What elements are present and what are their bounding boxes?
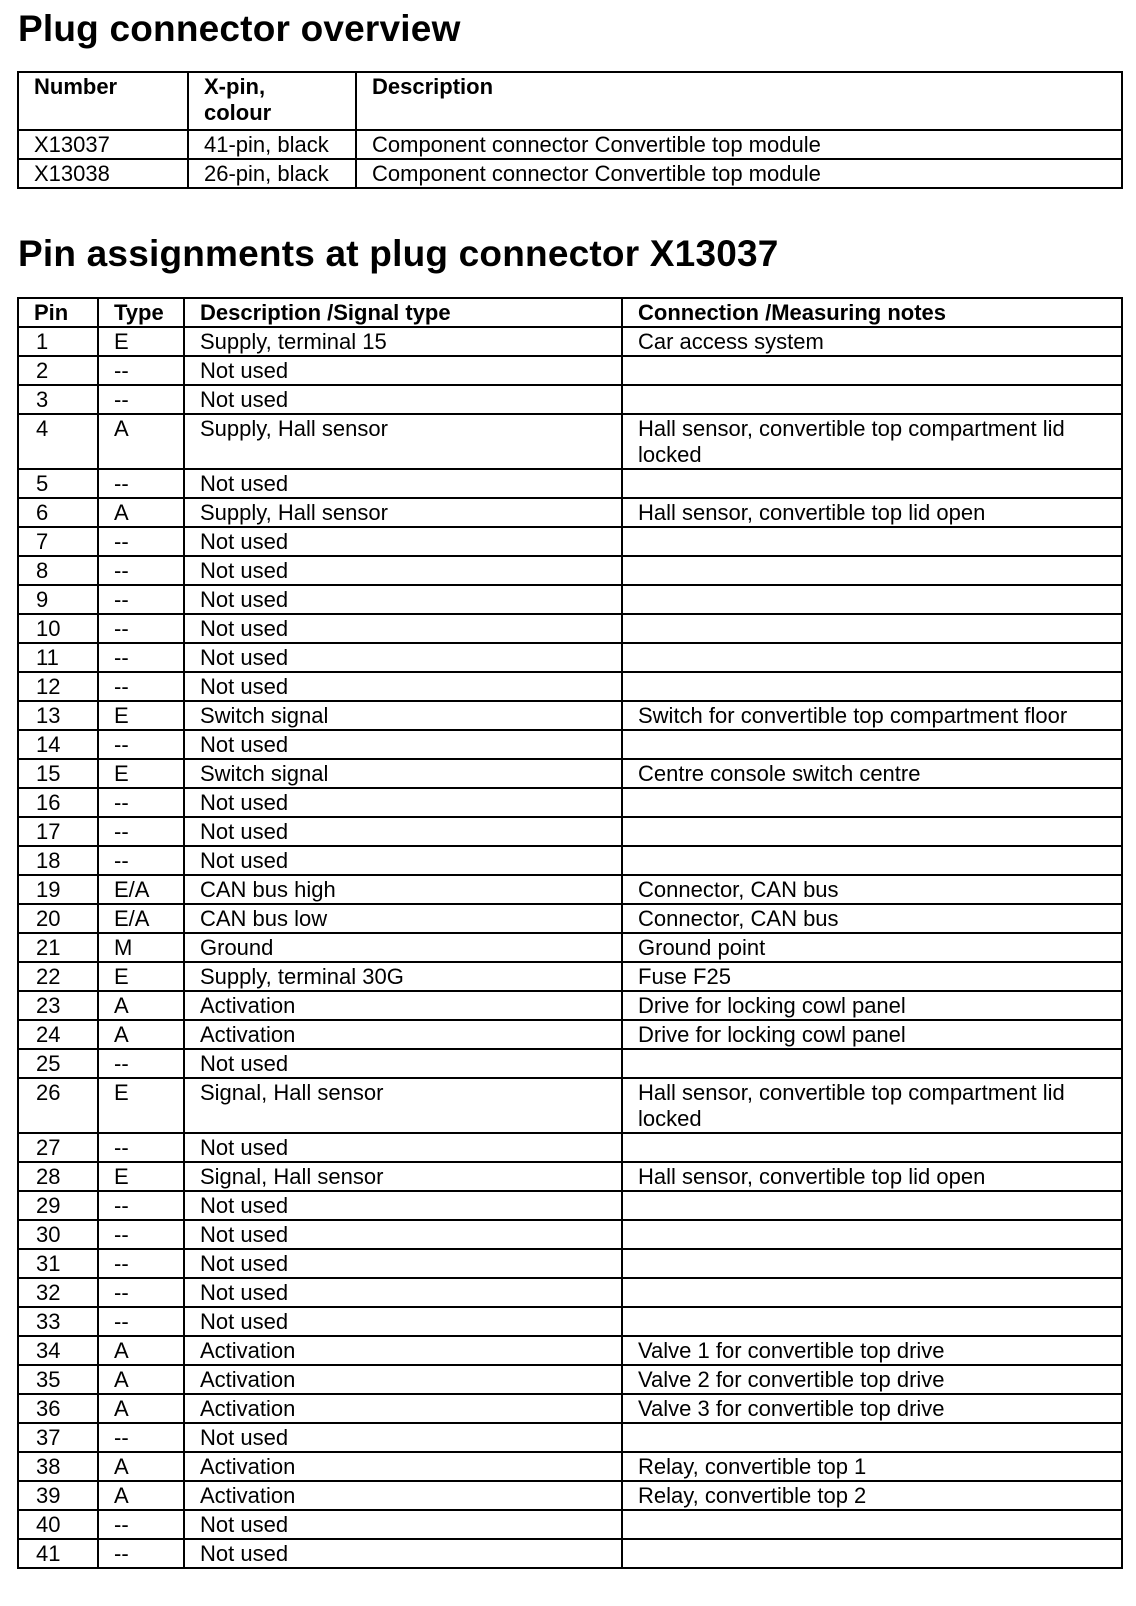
type-cell: E [98, 1162, 184, 1191]
signal-type-cell: CAN bus high [184, 875, 622, 904]
measuring-notes-cell: Fuse F25 [622, 962, 1122, 991]
pin-cell: 17 [18, 817, 98, 846]
measuring-notes-cell [622, 817, 1122, 846]
pin-cell: 18 [18, 846, 98, 875]
type-cell: A [98, 414, 184, 469]
table-row [18, 1423, 1122, 1452]
table-row [18, 817, 1122, 846]
signal-type-cell: Activation [184, 1020, 622, 1049]
type-cell: E [98, 327, 184, 356]
table-row [18, 414, 1122, 469]
table-row [18, 1162, 1122, 1191]
overview-header-row [18, 72, 1122, 130]
number-cell: X13038 [18, 159, 188, 188]
signal-type-cell: Not used [184, 1133, 622, 1162]
pin-cell: 13 [18, 701, 98, 730]
signal-type-cell: Signal, Hall sensor [184, 1162, 622, 1191]
header-xpin-colour: X-pin, colour [188, 72, 356, 130]
table-row [18, 1220, 1122, 1249]
type-cell: A [98, 1452, 184, 1481]
type-cell: -- [98, 614, 184, 643]
measuring-notes-cell [622, 556, 1122, 585]
pin-cell: 12 [18, 672, 98, 701]
table-row [18, 1336, 1122, 1365]
pins-title: Pin assignments at plug connector X13037 [18, 233, 779, 274]
pin-cell: 40 [18, 1510, 98, 1539]
type-cell: -- [98, 585, 184, 614]
measuring-notes-cell: Valve 3 for convertible top drive [622, 1394, 1122, 1423]
type-cell: -- [98, 1049, 184, 1078]
signal-type-cell: Activation [184, 1365, 622, 1394]
overview-title: Plug connector overview [18, 8, 461, 49]
measuring-notes-cell [622, 730, 1122, 759]
signal-type-cell: Supply, terminal 15 [184, 327, 622, 356]
table-row [18, 1394, 1122, 1423]
type-cell: A [98, 498, 184, 527]
measuring-notes-cell [622, 469, 1122, 498]
measuring-notes-cell [622, 1249, 1122, 1278]
pin-cell: 25 [18, 1049, 98, 1078]
pin-cell: 16 [18, 788, 98, 817]
pin-cell: 32 [18, 1278, 98, 1307]
signal-type-cell: Not used [184, 788, 622, 817]
type-cell: A [98, 1336, 184, 1365]
table-row [18, 159, 1122, 188]
type-cell: E [98, 759, 184, 788]
signal-type-cell: Activation [184, 1394, 622, 1423]
table-row [18, 701, 1122, 730]
type-cell: -- [98, 1249, 184, 1278]
header-signal-type: Description /Signal type [184, 298, 622, 327]
measuring-notes-cell: Drive for locking cowl panel [622, 991, 1122, 1020]
measuring-notes-cell [622, 643, 1122, 672]
pin-cell: 31 [18, 1249, 98, 1278]
type-cell: A [98, 1020, 184, 1049]
pin-cell: 19 [18, 875, 98, 904]
pin-cell: 15 [18, 759, 98, 788]
connector-overview-table [17, 71, 1123, 189]
type-cell: -- [98, 1191, 184, 1220]
signal-type-cell: Activation [184, 1452, 622, 1481]
header-measuring-notes: Connection /Measuring notes [622, 298, 1122, 327]
type-cell: -- [98, 469, 184, 498]
header-type: Type [98, 298, 184, 327]
pin-cell: 2 [18, 356, 98, 385]
measuring-notes-cell: Hall sensor, convertible top compartment lid locked [622, 414, 1122, 469]
signal-type-cell: Not used [184, 1049, 622, 1078]
pin-cell: 23 [18, 991, 98, 1020]
table-row [18, 730, 1122, 759]
type-cell: -- [98, 643, 184, 672]
pin-cell: 36 [18, 1394, 98, 1423]
signal-type-cell: Not used [184, 385, 622, 414]
signal-type-cell: Not used [184, 585, 622, 614]
table-row [18, 614, 1122, 643]
measuring-notes-cell [622, 846, 1122, 875]
table-row [18, 556, 1122, 585]
xpin-colour-cell: 41-pin, black [188, 130, 356, 159]
measuring-notes-cell [622, 1539, 1122, 1568]
pin-cell: 41 [18, 1539, 98, 1568]
signal-type-cell: Not used [184, 672, 622, 701]
table-row [18, 1307, 1122, 1336]
measuring-notes-cell: Car access system [622, 327, 1122, 356]
signal-type-cell: Switch signal [184, 701, 622, 730]
signal-type-cell: Activation [184, 991, 622, 1020]
signal-type-cell: Supply, Hall sensor [184, 498, 622, 527]
measuring-notes-cell: Relay, convertible top 2 [622, 1481, 1122, 1510]
measuring-notes-cell [622, 1423, 1122, 1452]
table-row [18, 130, 1122, 159]
pin-cell: 10 [18, 614, 98, 643]
signal-type-cell: Not used [184, 1278, 622, 1307]
type-cell: -- [98, 1510, 184, 1539]
measuring-notes-cell: Hall sensor, convertible top lid open [622, 498, 1122, 527]
pin-cell: 7 [18, 527, 98, 556]
table-row [18, 933, 1122, 962]
table-row [18, 356, 1122, 385]
type-cell: -- [98, 356, 184, 385]
table-row [18, 1452, 1122, 1481]
type-cell: -- [98, 788, 184, 817]
signal-type-cell: Ground [184, 933, 622, 962]
signal-type-cell: CAN bus low [184, 904, 622, 933]
signal-type-cell: Not used [184, 556, 622, 585]
table-row [18, 469, 1122, 498]
pin-cell: 26 [18, 1078, 98, 1133]
signal-type-cell: Activation [184, 1481, 622, 1510]
table-row [18, 1191, 1122, 1220]
xpin-colour-cell: 26-pin, black [188, 159, 356, 188]
pin-cell: 38 [18, 1452, 98, 1481]
type-cell: -- [98, 1220, 184, 1249]
table-row [18, 1133, 1122, 1162]
pin-cell: 33 [18, 1307, 98, 1336]
type-cell: -- [98, 385, 184, 414]
pin-cell: 22 [18, 962, 98, 991]
header-pin: Pin [18, 298, 98, 327]
pin-cell: 35 [18, 1365, 98, 1394]
table-row [18, 385, 1122, 414]
measuring-notes-cell [622, 1278, 1122, 1307]
measuring-notes-cell: Drive for locking cowl panel [622, 1020, 1122, 1049]
type-cell: -- [98, 846, 184, 875]
table-row [18, 1481, 1122, 1510]
table-row [18, 498, 1122, 527]
measuring-notes-cell [622, 1307, 1122, 1336]
measuring-notes-cell: Valve 1 for convertible top drive [622, 1336, 1122, 1365]
table-row [18, 585, 1122, 614]
measuring-notes-cell: Connector, CAN bus [622, 875, 1122, 904]
signal-type-cell: Signal, Hall sensor [184, 1078, 622, 1133]
signal-type-cell: Not used [184, 1249, 622, 1278]
pin-cell: 21 [18, 933, 98, 962]
signal-type-cell: Not used [184, 1423, 622, 1452]
type-cell: -- [98, 672, 184, 701]
table-row [18, 1539, 1122, 1568]
signal-type-cell: Not used [184, 643, 622, 672]
table-row [18, 527, 1122, 556]
type-cell: E [98, 1078, 184, 1133]
signal-type-cell: Supply, terminal 30G [184, 962, 622, 991]
pin-cell: 29 [18, 1191, 98, 1220]
table-row [18, 846, 1122, 875]
type-cell: A [98, 1394, 184, 1423]
table-row [18, 1049, 1122, 1078]
measuring-notes-cell [622, 1510, 1122, 1539]
pin-assignments-table [17, 297, 1123, 1569]
pin-cell: 1 [18, 327, 98, 356]
table-row [18, 327, 1122, 356]
pin-cell: 4 [18, 414, 98, 469]
pin-cell: 24 [18, 1020, 98, 1049]
signal-type-cell: Activation [184, 1336, 622, 1365]
measuring-notes-cell [622, 385, 1122, 414]
description-cell: Component connector Convertible top module [356, 130, 1122, 159]
signal-type-cell: Switch signal [184, 759, 622, 788]
type-cell: -- [98, 1539, 184, 1568]
pin-cell: 27 [18, 1133, 98, 1162]
header-description: Description [356, 72, 1122, 130]
measuring-notes-cell [622, 585, 1122, 614]
measuring-notes-cell [622, 527, 1122, 556]
type-cell: A [98, 991, 184, 1020]
measuring-notes-cell: Relay, convertible top 1 [622, 1452, 1122, 1481]
description-cell: Component connector Convertible top module [356, 159, 1122, 188]
measuring-notes-cell: Valve 2 for convertible top drive [622, 1365, 1122, 1394]
pin-cell: 20 [18, 904, 98, 933]
signal-type-cell: Not used [184, 469, 622, 498]
signal-type-cell: Not used [184, 1220, 622, 1249]
measuring-notes-cell [622, 672, 1122, 701]
pin-cell: 14 [18, 730, 98, 759]
measuring-notes-cell [622, 356, 1122, 385]
pin-cell: 11 [18, 643, 98, 672]
pin-cell: 9 [18, 585, 98, 614]
table-row [18, 1510, 1122, 1539]
signal-type-cell: Not used [184, 730, 622, 759]
table-row [18, 672, 1122, 701]
type-cell: -- [98, 1278, 184, 1307]
signal-type-cell: Not used [184, 527, 622, 556]
measuring-notes-cell: Ground point [622, 933, 1122, 962]
header-number: Number [18, 72, 188, 130]
signal-type-cell: Not used [184, 1539, 622, 1568]
type-cell: E/A [98, 904, 184, 933]
table-row [18, 1078, 1122, 1133]
table-row [18, 759, 1122, 788]
pin-cell: 34 [18, 1336, 98, 1365]
measuring-notes-cell: Connector, CAN bus [622, 904, 1122, 933]
measuring-notes-cell: Hall sensor, convertible top lid open [622, 1162, 1122, 1191]
type-cell: A [98, 1481, 184, 1510]
type-cell: M [98, 933, 184, 962]
signal-type-cell: Not used [184, 356, 622, 385]
table-row [18, 788, 1122, 817]
signal-type-cell: Not used [184, 614, 622, 643]
measuring-notes-cell [622, 1049, 1122, 1078]
table-row [18, 962, 1122, 991]
signal-type-cell: Not used [184, 817, 622, 846]
table-row [18, 1365, 1122, 1394]
table-row [18, 1278, 1122, 1307]
number-cell: X13037 [18, 130, 188, 159]
type-cell: E [98, 962, 184, 991]
type-cell: -- [98, 817, 184, 846]
signal-type-cell: Not used [184, 1191, 622, 1220]
pin-cell: 39 [18, 1481, 98, 1510]
measuring-notes-cell: Centre console switch centre [622, 759, 1122, 788]
measuring-notes-cell [622, 788, 1122, 817]
pin-cell: 30 [18, 1220, 98, 1249]
type-cell: A [98, 1365, 184, 1394]
signal-type-cell: Not used [184, 1307, 622, 1336]
measuring-notes-cell: Switch for convertible top compartment floor [622, 701, 1122, 730]
pin-cell: 28 [18, 1162, 98, 1191]
pin-cell: 6 [18, 498, 98, 527]
table-row [18, 904, 1122, 933]
table-row [18, 1249, 1122, 1278]
signal-type-cell: Not used [184, 846, 622, 875]
type-cell: -- [98, 1307, 184, 1336]
type-cell: -- [98, 556, 184, 585]
pin-cell: 5 [18, 469, 98, 498]
signal-type-cell: Supply, Hall sensor [184, 414, 622, 469]
measuring-notes-cell: Hall sensor, convertible top compartment lid locked [622, 1078, 1122, 1133]
measuring-notes-cell [622, 1191, 1122, 1220]
measuring-notes-cell [622, 1133, 1122, 1162]
signal-type-cell: Not used [184, 1510, 622, 1539]
pin-cell: 3 [18, 385, 98, 414]
table-row [18, 1020, 1122, 1049]
type-cell: E/A [98, 875, 184, 904]
measuring-notes-cell [622, 1220, 1122, 1249]
type-cell: -- [98, 730, 184, 759]
pin-cell: 8 [18, 556, 98, 585]
table-row [18, 643, 1122, 672]
pin-cell: 37 [18, 1423, 98, 1452]
table-row [18, 875, 1122, 904]
type-cell: -- [98, 1133, 184, 1162]
measuring-notes-cell [622, 614, 1122, 643]
table-row [18, 991, 1122, 1020]
type-cell: -- [98, 1423, 184, 1452]
type-cell: E [98, 701, 184, 730]
type-cell: -- [98, 527, 184, 556]
pins-header-row [18, 298, 1122, 327]
